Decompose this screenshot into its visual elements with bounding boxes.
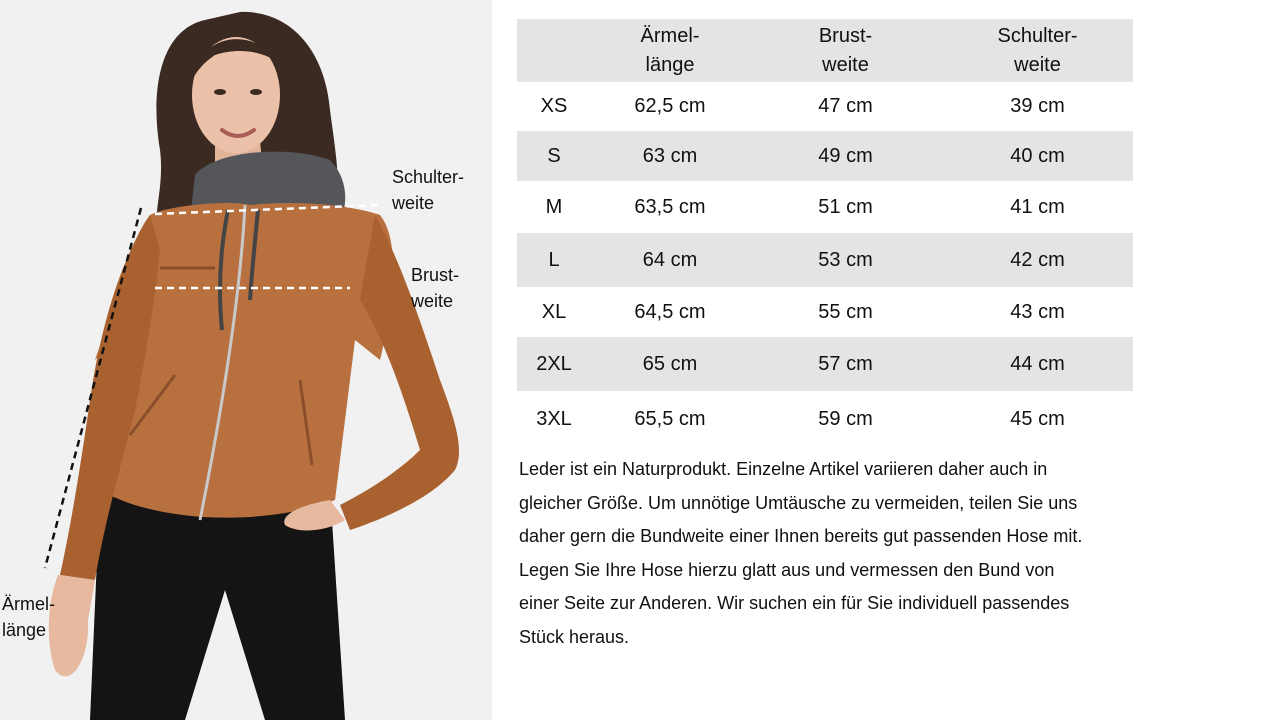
- header-sleeve-length: [591, 22, 749, 80]
- table-row: [517, 131, 1133, 181]
- size-cell: 2XL: [536, 352, 572, 375]
- table-header-row: [517, 19, 1133, 82]
- sleeve-cell: 63,5 cm: [634, 195, 706, 218]
- chest-cell: 53 cm: [818, 248, 873, 271]
- note-line: Stück heraus.: [519, 626, 630, 647]
- sleeve-cell: 65 cm: [642, 352, 698, 375]
- sleeve-label-line-2: länge: [2, 620, 47, 640]
- size-cell: XL: [541, 300, 567, 323]
- note-line: gleicher Größe. Um unnötige Umtäusche zu vermeiden, teilen Sie uns: [519, 492, 1078, 513]
- header-shoulder-width: [942, 22, 1133, 80]
- sleeve-cell: 64 cm: [642, 248, 698, 271]
- sleeve-cell: 64,5 cm: [634, 300, 706, 323]
- header-chest-width: [749, 22, 942, 80]
- table-row: [517, 337, 1133, 391]
- header-chest-line-1: Brust-: [818, 24, 873, 47]
- header-shoulder-line-2: weite: [1014, 53, 1061, 76]
- shoulder-width-label: [392, 164, 464, 216]
- shoulder-cell: 41 cm: [1010, 195, 1065, 218]
- table-row: [517, 233, 1133, 287]
- note-line: daher gern die Bundweite einer Ihnen bereits gut passenden Hose mit.: [519, 526, 1083, 546]
- sleeve-cell: 62,5 cm: [634, 95, 706, 117]
- header-sleeve-line-1: Ärmel-: [640, 24, 700, 47]
- table-row: [517, 391, 1133, 447]
- product-photo-panel: [0, 0, 492, 720]
- chest-label-line-2: weite: [411, 291, 454, 311]
- note-line: Leder ist ein Naturprodukt. Einzelne Artikel variieren daher auch in: [519, 459, 1048, 479]
- chest-cell: 47 cm: [818, 95, 873, 117]
- chest-cell: 57 cm: [818, 352, 873, 375]
- note-line: einer Seite zur Anderen. Wir suchen ein für Sie individuell passendes: [519, 593, 1070, 613]
- shoulder-cell: 45 cm: [1010, 407, 1065, 430]
- header-sleeve-line-2: länge: [645, 53, 695, 76]
- table-row: [517, 287, 1133, 337]
- sleeve-cell: 65,5 cm: [634, 407, 706, 430]
- size-cell: 3XL: [536, 407, 572, 430]
- size-cell: L: [548, 248, 560, 271]
- header-chest-line-2: weite: [822, 53, 869, 76]
- left-hand: [49, 575, 95, 676]
- sleeve-length-label: [2, 591, 55, 643]
- chest-cell: 55 cm: [818, 300, 873, 323]
- table-row: [517, 82, 1133, 131]
- shoulder-cell: 40 cm: [1010, 144, 1065, 167]
- table-row: [517, 181, 1133, 233]
- chest-cell: 49 cm: [818, 144, 873, 167]
- shoulder-cell: 42 cm: [1010, 248, 1065, 271]
- note-line: Legen Sie Ihre Hose hierzu glatt aus und vermessen den Bund von: [519, 559, 1055, 580]
- shoulder-cell: 43 cm: [1010, 300, 1065, 323]
- sleeve-label-line-1: Ärmel-: [2, 594, 55, 614]
- model-photo: [0, 0, 492, 720]
- size-cell: XS: [540, 95, 568, 117]
- size-cell: S: [547, 144, 561, 167]
- shoulder-cell: 39 cm: [1010, 95, 1065, 117]
- chest-cell: 59 cm: [818, 407, 873, 430]
- chest-cell: 51 cm: [818, 195, 873, 218]
- shoulder-label-line-1: Schulter-: [392, 167, 465, 187]
- care-note-paragraph: [519, 453, 1159, 654]
- chest-width-label: [411, 262, 459, 314]
- shoulder-label-line-2: weite: [392, 193, 435, 213]
- shoulder-cell: 44 cm: [1010, 352, 1065, 375]
- sleeve-cell: 63 cm: [642, 144, 698, 167]
- size-cell: M: [545, 195, 563, 218]
- chest-label-line-1: Brust-: [411, 265, 460, 285]
- header-shoulder-line-1: Schulter-: [997, 24, 1078, 47]
- size-chart-table: [517, 19, 1133, 447]
